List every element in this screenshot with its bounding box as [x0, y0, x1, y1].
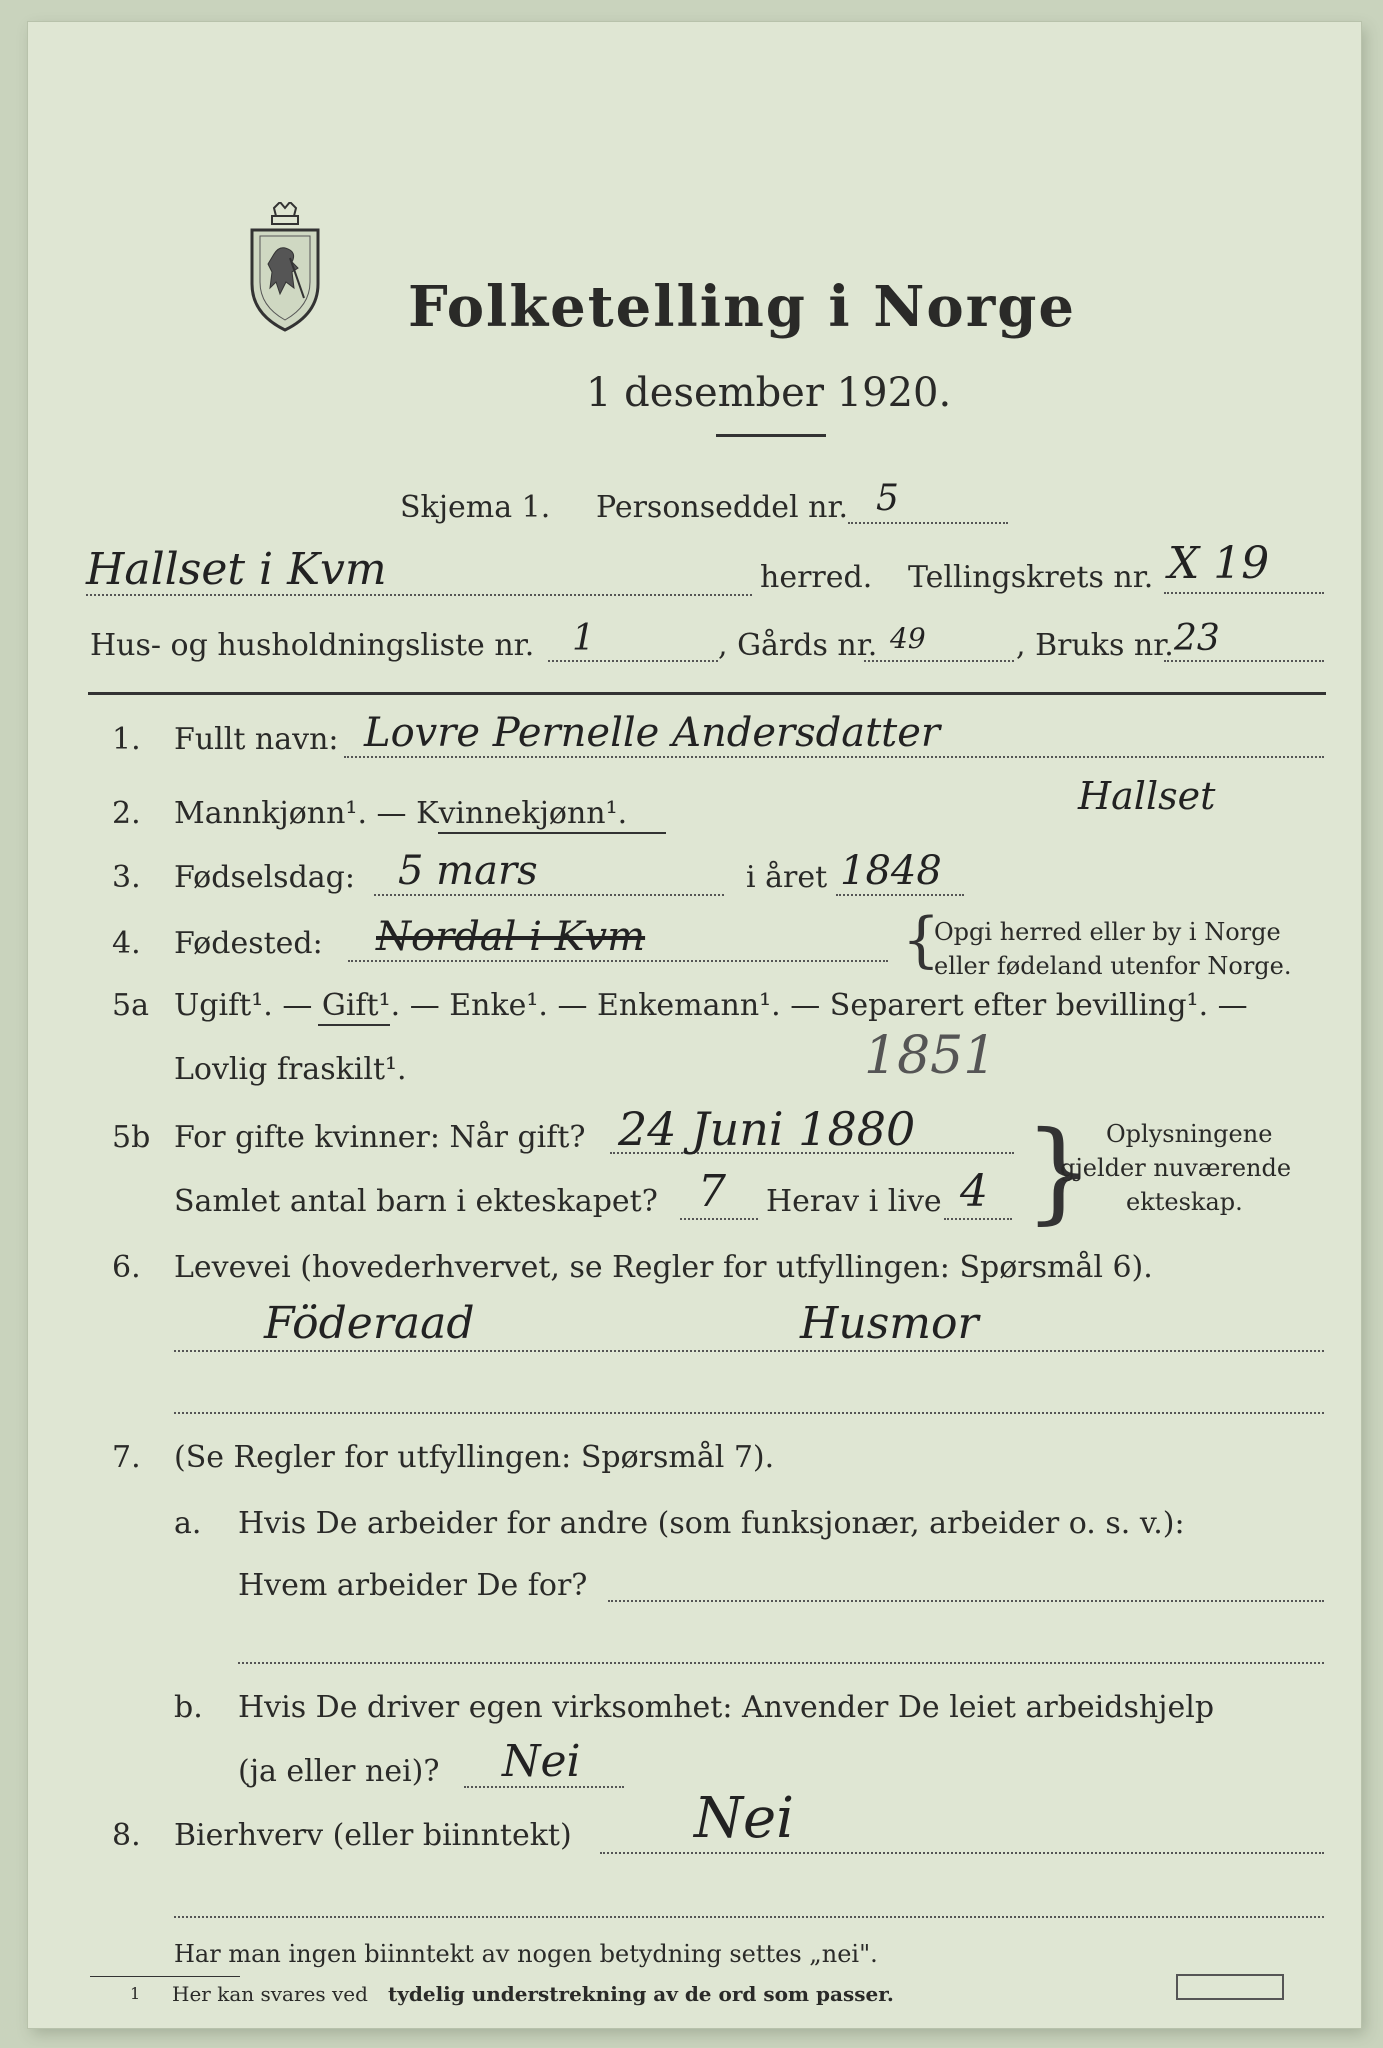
bruks-value: 23 [1174, 618, 1220, 659]
q5b-alive-value: 4 [960, 1166, 988, 1217]
q7b-value: Nei [502, 1736, 581, 1787]
bruks-label: , Bruks nr. [1016, 628, 1174, 663]
q4-note-line2: eller fødeland utenfor Norge. [934, 952, 1292, 980]
q4-value: Nordal i Kvm [376, 914, 646, 960]
hus-line [548, 660, 718, 662]
q3-value: 5 mars [398, 848, 538, 894]
q5b-label-alive: Herav i live [766, 1184, 942, 1219]
q5b-note-line3: ekteskap. [1126, 1188, 1243, 1216]
tellingskrets-label: Tellingskrets nr. [908, 560, 1154, 595]
q5a-value: 1851 [864, 1026, 997, 1086]
census-form-sheet [28, 22, 1361, 2028]
form-title: Folketelling i Norge [408, 274, 1077, 340]
q3-year-label: i året [746, 860, 828, 895]
q8-line-1 [600, 1852, 1324, 1854]
q5b-children-line [680, 1218, 758, 1220]
herred-line [86, 594, 752, 596]
hus-value: 1 [572, 618, 595, 659]
footer-divider [90, 1976, 240, 1977]
q1-number: 1. [112, 722, 141, 757]
q3-label: Fødselsdag: [174, 860, 355, 895]
q1-line [344, 756, 1324, 758]
q8-value: Nei [694, 1786, 795, 1851]
q5a-label: Ugift¹. — Gift¹. — Enke¹. — Enkemann¹. — Separert efter bevilling¹. — [174, 988, 1248, 1023]
q5b-alive-line [944, 1218, 1012, 1220]
q1-label: Fullt navn: [174, 722, 339, 757]
q7a-letter: a. [174, 1506, 202, 1541]
q1-value-continued: Hallset [1078, 774, 1216, 818]
tellingskrets-value: X 19 [1168, 538, 1270, 589]
q5b-note-line1: Oplysningene [1106, 1120, 1273, 1148]
norwegian-coat-of-arms-icon [246, 202, 324, 336]
q8-label: Bierhverv (eller biinntekt) [174, 1818, 572, 1853]
q7-number: 7. [112, 1440, 141, 1475]
q5b-brace: } [1024, 1107, 1094, 1235]
q3-number: 3. [112, 860, 141, 895]
q6-label: Levevei (hovederhvervet, se Regler for utfyllingen: Spørsmål 6). [174, 1250, 1153, 1285]
q5a-label-continued: Lovlig fraskilt¹. [174, 1052, 407, 1087]
q5a-underline-gift [318, 1024, 390, 1026]
hus-label: Hus- og husholdningsliste nr. [90, 628, 535, 663]
q6-line-2 [174, 1412, 1324, 1414]
tellingskrets-line [1164, 592, 1324, 594]
footnote-number: 1 [130, 1984, 141, 2003]
personseddel-label: Personseddel nr. [596, 490, 849, 525]
q7-label: (Se Regler for utfyllingen: Spørsmål 7). [174, 1440, 775, 1475]
q2-underline-kvinnekjonn [438, 832, 666, 834]
q5b-note-line2: gjelder nuværende [1060, 1154, 1292, 1182]
q5b-label-children: Samlet antal barn i ekteskapet? [174, 1184, 658, 1219]
q2-number: 2. [112, 796, 141, 831]
personseddel-line [848, 522, 1008, 524]
gards-label: , Gårds nr. [718, 628, 878, 663]
q3-line [374, 894, 724, 896]
q5b-number: 5b [112, 1120, 151, 1155]
q7a-line-2 [238, 1662, 1324, 1664]
q6-line-1 [174, 1350, 1324, 1352]
personseddel-value: 5 [876, 478, 899, 519]
herred-value: Hallset i Kvm [86, 544, 387, 595]
bruks-line [1164, 660, 1324, 662]
q5b-children-value: 7 [698, 1166, 726, 1217]
q5a-number: 5a [112, 988, 149, 1023]
q7b-label-yes-no: (ja eller nei)? [238, 1754, 440, 1789]
gards-value: 49 [890, 622, 926, 655]
herred-label: herred. [760, 560, 873, 595]
header-divider [88, 692, 1326, 695]
census-date: 1 desember 1920. [586, 370, 952, 416]
q7b-letter: b. [174, 1690, 203, 1725]
title-divider [716, 434, 826, 437]
q6-number: 6. [112, 1250, 141, 1285]
q5b-when-value: 24 Juni 1880 [618, 1102, 916, 1156]
q4-label: Fødested: [174, 926, 323, 961]
q4-note-line1: Opgi herred eller by i Norge [934, 918, 1281, 946]
gards-line [864, 660, 1014, 662]
q7a-label-who: Hvem arbeider De for? [238, 1568, 588, 1603]
q7a-label: Hvis De arbeider for andre (som funksjonær, arbeider o. s. v.): [238, 1506, 1185, 1541]
skjema-label: Skjema 1. [400, 490, 551, 525]
footer-note: Har man ingen biinntekt av nogen betydning settes „nei". [174, 1940, 878, 1968]
q4-number: 4. [112, 926, 141, 961]
q3-year-line [836, 894, 964, 896]
q6-value-2: Husmor [800, 1298, 979, 1349]
q1-value: Lovre Pernelle Andersdatter [364, 710, 941, 756]
q2-label: Mannkjønn¹. — Kvinnekjønn¹. [174, 796, 628, 831]
q7a-line-1 [608, 1600, 1324, 1602]
footnote-text-b: tydelig understrekning av de ord som passer. [388, 1982, 894, 2006]
footnote-text-a: Her kan svares ved [172, 1982, 368, 2006]
q7b-label: Hvis De driver egen virksomhet: Anvender De leiet arbeidshjelp [238, 1690, 1215, 1725]
printer-stamp [1176, 1974, 1284, 2000]
q4-brace: { [902, 905, 941, 975]
q3-year-value: 1848 [840, 848, 942, 894]
q4-line [348, 960, 888, 962]
q5b-label-when-married: For gifte kvinner: Når gift? [174, 1120, 586, 1155]
q8-line-2 [174, 1916, 1324, 1918]
q8-number: 8. [112, 1818, 141, 1853]
q6-value-1: Föderaad [264, 1298, 475, 1349]
